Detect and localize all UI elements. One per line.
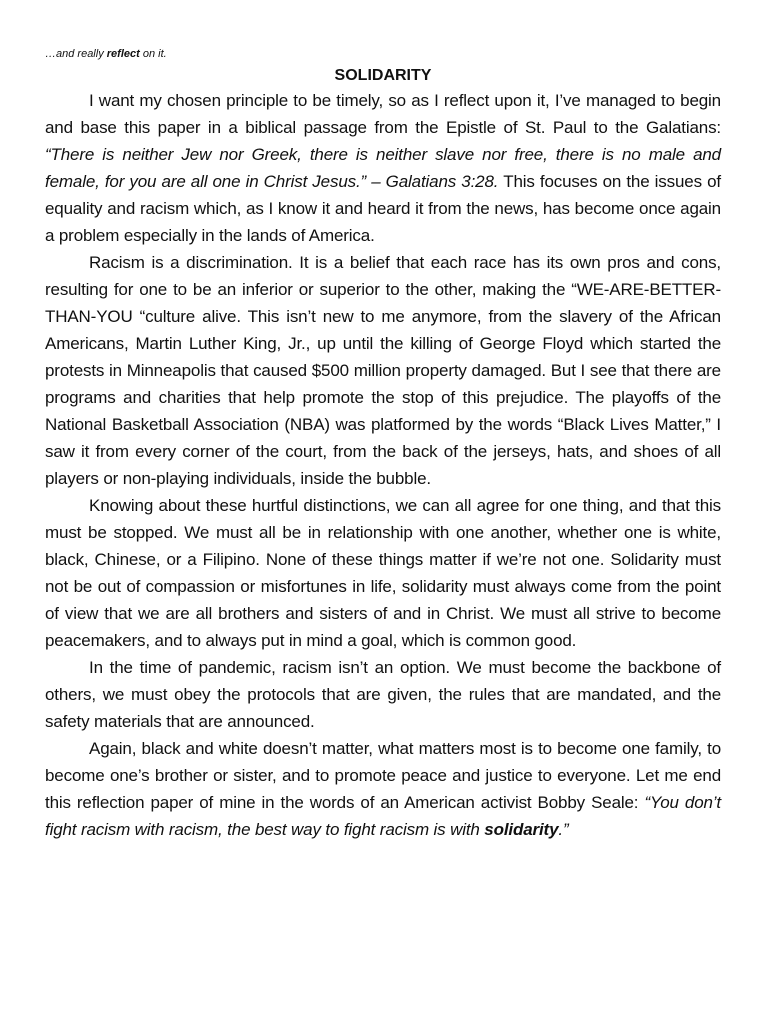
document-page [45,46,721,843]
header-note [45,46,721,62]
paragraph-1-text-a: I want my chosen principle to be timely, so as I reflect upon it, I’ve managed to begin and base this paper in a biblical passage from the Epistle of St. Paul to the Galatians: [45,91,721,137]
header-note-bold: reflect [106,48,140,60]
paragraph-2: Racism is a discrimination. It is a belief that each race has its own pros and cons, resulting for one to be an inferior or superior to the other, making the “WE-ARE-BETTER-THAN-YOU “culture alive. This isn’t new to me anymore, from the slavery of the African Americans, Martin Luther King, Jr., up until the killing of George Floyd which started the protests in Minneapolis that caused $500 million property damaged. But I see that there are programs and charities that help promote the stop of this prejudice. The playoffs of the National Basketball Association (NBA) was platformed by the words “Black Lives Matter,” I saw it from every corner of the court, from the back of the jerseys, hats, and shoes of all players or non-playing individuals, inside the bubble. [45,253,721,488]
bobby-seale-quote-end: .” [558,820,569,839]
bobby-seale-quote-text: “You don’t fight racism with racism, the best way to fight racism is with [45,793,722,839]
paragraph-5 [45,735,721,843]
header-note-post: on it. [139,48,167,60]
bobby-seale-quote-bold: solidarity [484,820,559,839]
header-note-pre: …and really [45,48,107,60]
paragraph-1 [45,87,721,249]
paragraph-1-text-b: This focuses on the issues of equality and racism which, as I know it and heard it from the news, has become once again a problem especially in the lands of America. [45,172,721,245]
document-title: SOLIDARITY [334,67,432,84]
galatians-quote: “There is neither Jew nor Greek, there is neither slave nor free, there is no male and female, for you are all one in Christ Jesus.” – Galatians 3:28. [45,145,721,191]
paragraph-3: Knowing about these hurtful distinctions, we can all agree for one thing, and that this must be stopped. We must all be in relationship with one another, whether one is white, black, Chinese, or a Filipino. None of these things matter if we’re not one. Solidarity must not be out of compassion or misfortunes in life, solidarity must always come from the point of view that we are all brothers and sisters of and in Christ. We must all strive to become peacemakers, and to always put in mind a goal, which is common good. [45,496,721,650]
paragraph-4: In the time of pandemic, racism isn’t an option. We must become the backbone of others, we must obey the protocols that are given, the rules that are mandated, and the safety materials that are announced. [45,658,721,731]
paragraph-5-text-a: Again, black and white doesn’t matter, what matters most is to become one family, to become one’s brother or sister, and to promote peace and justice to everyone. Let me end this reflection paper of mine in the words of an American activist Bobby Seale: [45,739,721,812]
